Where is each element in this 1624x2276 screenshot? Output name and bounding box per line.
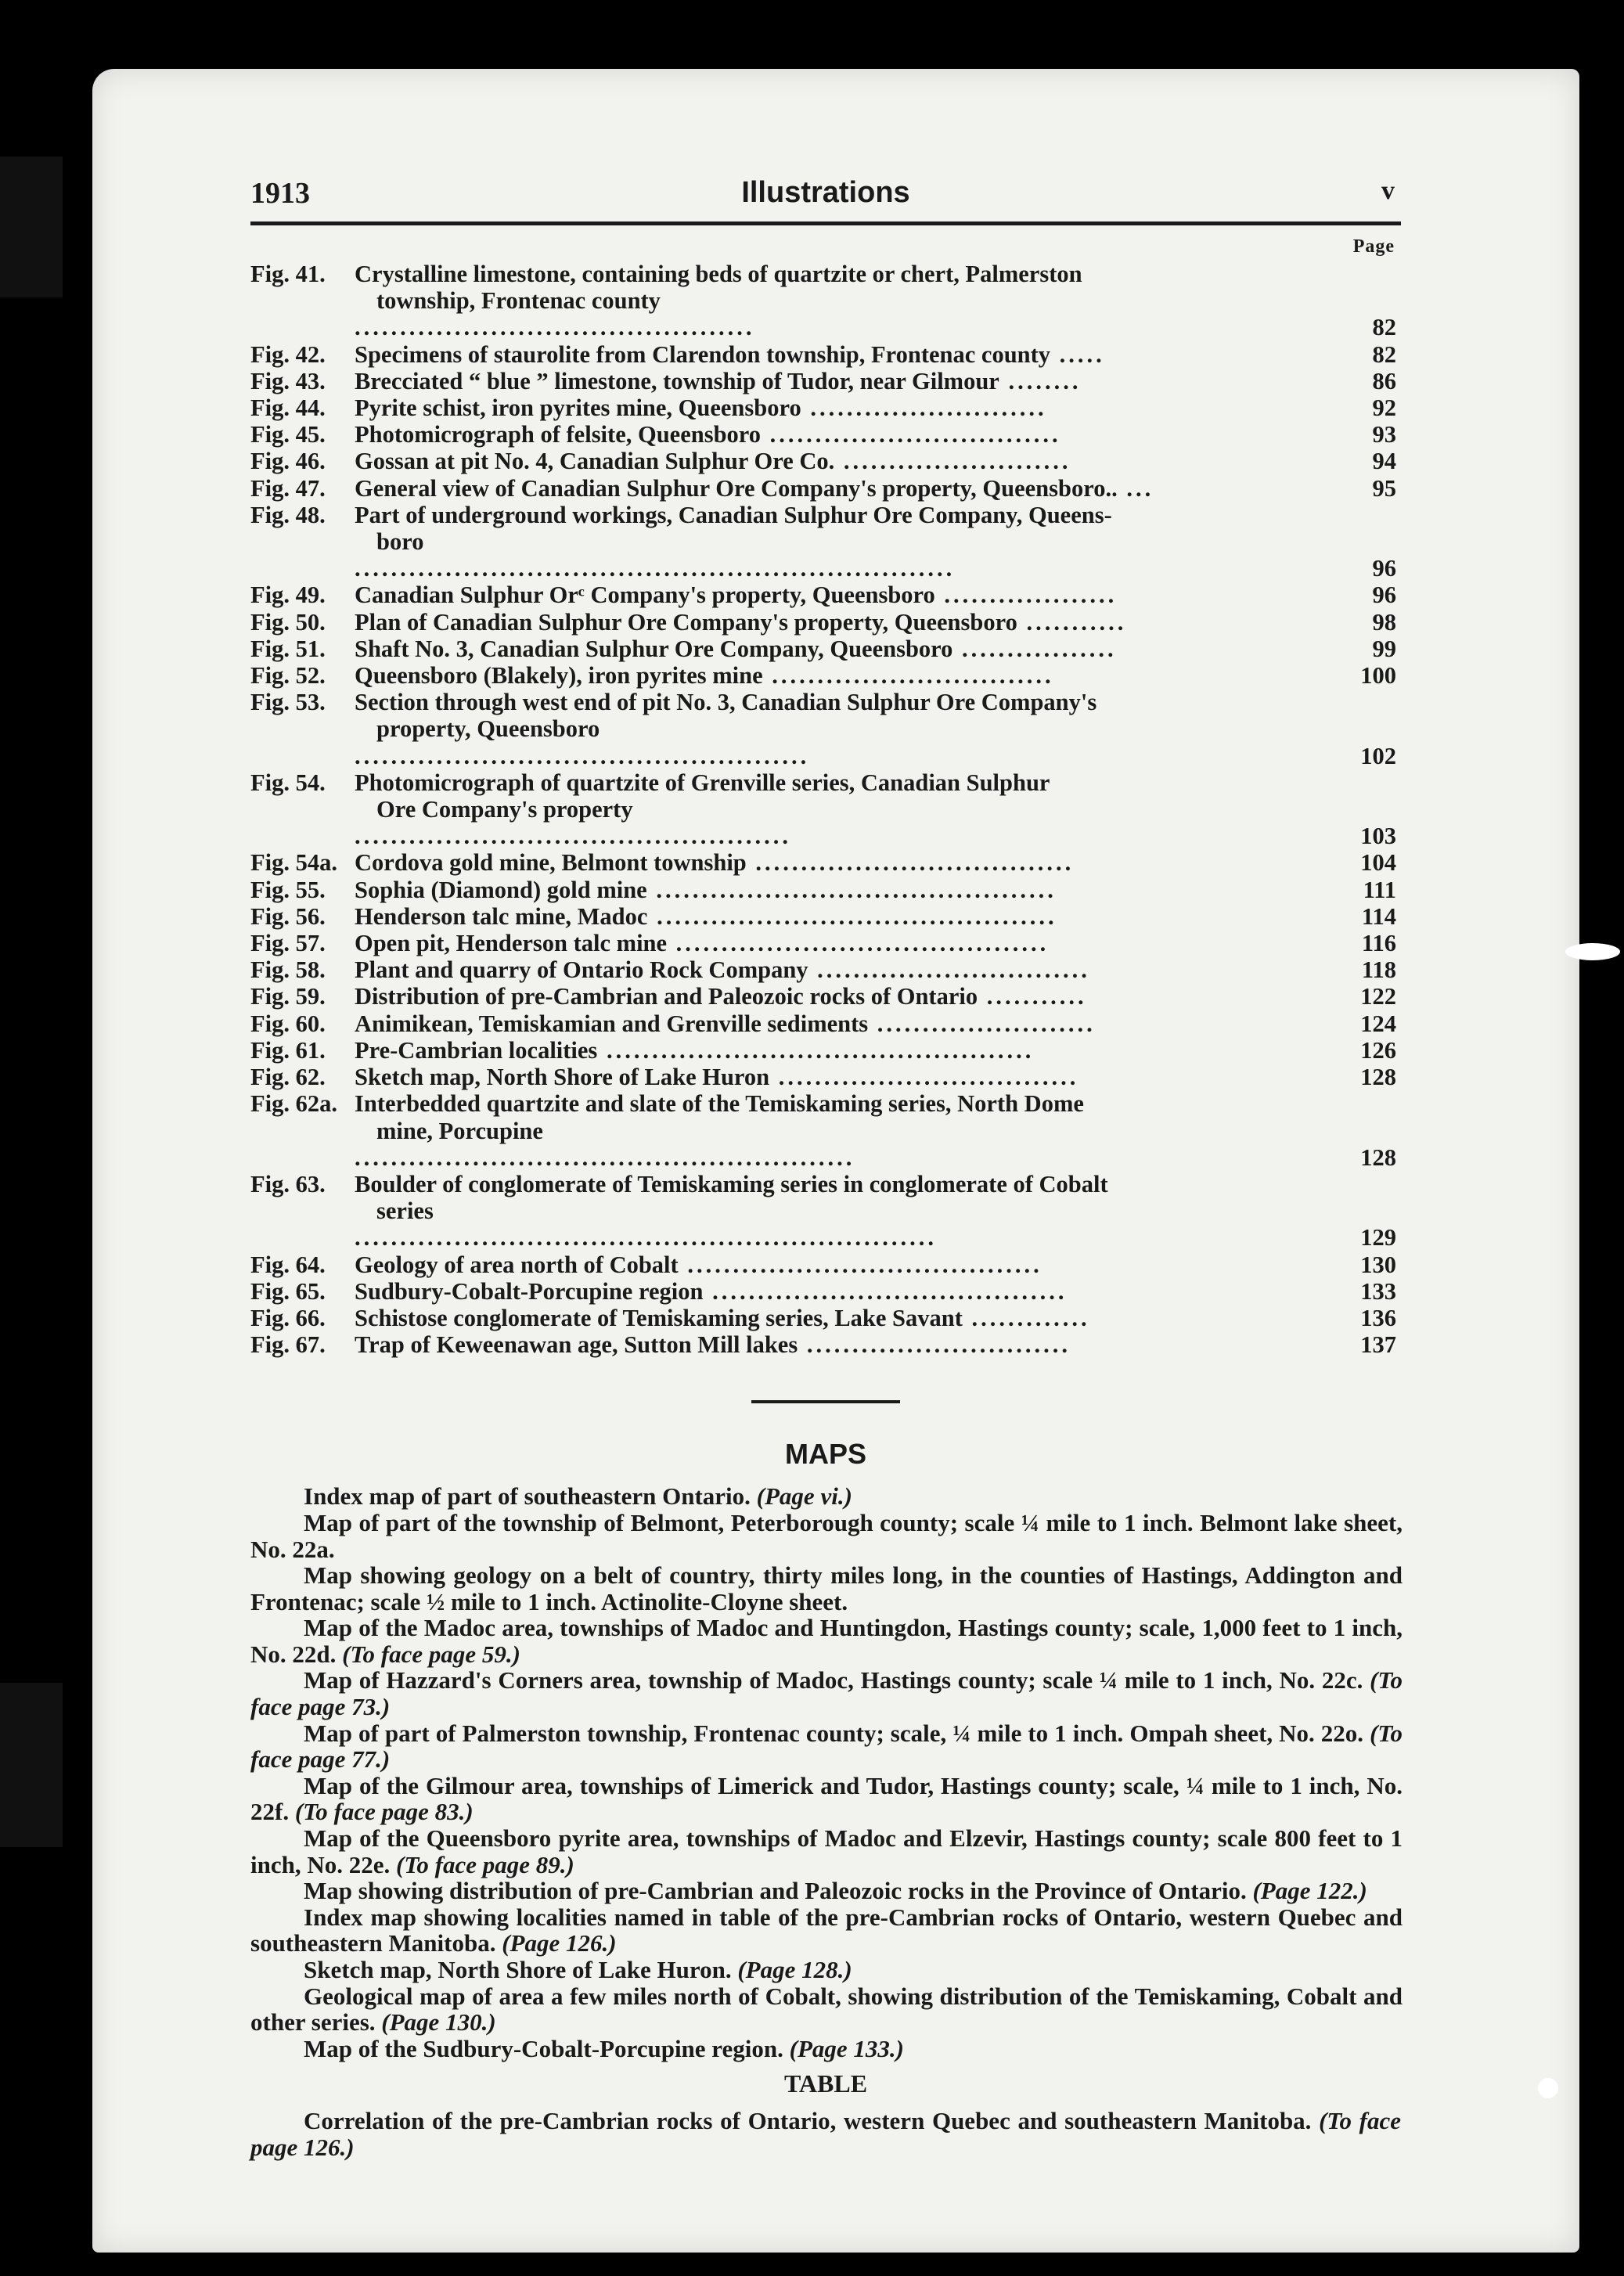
figure-page-number: 104 (1360, 849, 1396, 877)
figure-caption-line: Specimens of staurolite from Clarendon township, Frontenac county (355, 340, 1051, 368)
leader-dots: ............................................... (597, 1036, 1035, 1064)
figure-number: Fig. 46. (250, 448, 326, 475)
figure-caption (355, 877, 1323, 903)
figure-entry (250, 903, 1401, 930)
figure-entry (250, 394, 1401, 421)
figure-page-number: 128 (1360, 1064, 1396, 1091)
leader-dots: ............................. (798, 1331, 1071, 1359)
figure-caption (355, 903, 1323, 930)
figure-entry (250, 421, 1401, 448)
figure-page-number: 82 (1372, 340, 1396, 368)
figure-page-number: 133 (1360, 1277, 1396, 1305)
figure-number: Fig. 60. (250, 1010, 326, 1037)
figure-caption-line: Distribution of pre-Cambrian and Paleozoic rocks of Ontario (355, 983, 978, 1010)
figure-entry (250, 1305, 1401, 1331)
figure-number: Fig. 55. (250, 876, 326, 903)
figure-entry (250, 475, 1401, 502)
figure-number: Fig. 57. (250, 930, 326, 957)
leader-dots: ................... (934, 582, 1118, 609)
figure-number: Fig. 53. (250, 689, 326, 716)
figure-page-number: 92 (1372, 394, 1396, 422)
figure-entry (250, 448, 1401, 474)
figure-page-number: 114 (1361, 902, 1396, 930)
leader-dots: ............. (962, 1304, 1090, 1331)
figure-caption-line: Open pit, Henderson talc mine (355, 930, 668, 957)
map-entry-page-ref: (Page vi.) (756, 1482, 852, 1511)
map-entry (250, 1983, 1403, 2036)
leader-dots: ........... (1017, 608, 1127, 636)
map-entry-text: Geological map of area a few miles north of Cobalt, showing distribution of the Temiskaming, Cobalt and other series. (250, 1982, 1403, 2037)
leader-dots: ........................ (868, 1010, 1096, 1037)
figure-number: Fig. 58. (250, 956, 326, 984)
figure-caption (355, 1171, 1323, 1251)
map-entry (250, 1720, 1403, 1773)
figure-page-number: 93 (1372, 421, 1396, 448)
figure-page-number: 102 (1360, 742, 1396, 769)
figure-entry (250, 1331, 1401, 1358)
map-entry-text: Map showing distribution of pre-Cambrian and Paleozoic rocks in the Province of Ontario. (304, 1877, 1253, 1905)
figure-caption (355, 1305, 1323, 1331)
figure-entry (250, 609, 1401, 636)
leader-dots: ............................... (762, 662, 1054, 690)
figure-caption (355, 341, 1323, 368)
figure-caption (355, 368, 1323, 394)
maps-list (250, 1483, 1403, 2062)
figure-caption-line: Pyrite schist, iron pyrites mine, Queensboro (355, 394, 801, 422)
figure-entry (250, 1037, 1401, 1064)
figure-page-number: 96 (1372, 555, 1396, 582)
figure-caption-line: Gossan at pit No. 4, Canadian Sulphur Ore Co. (355, 448, 835, 475)
figure-caption-line: Photomicrograph of felsite, Queensboro (355, 421, 762, 448)
figure-entry (250, 689, 1401, 769)
map-entry (250, 1878, 1403, 1904)
leader-dots: .......................... (801, 394, 1047, 422)
paper-speck (1538, 2078, 1558, 2098)
figure-caption (355, 930, 1323, 956)
table-heading: TABLE (783, 2069, 868, 2098)
figure-caption-line: Crystalline limestone, containing beds of quartzite or chert, Palmerston (355, 261, 1082, 287)
leader-dots: ................................................ (355, 823, 791, 850)
figure-number: Fig. 62a. (250, 1090, 337, 1118)
section-separator (751, 1400, 900, 1403)
map-entry-page-ref: (To face page 77.) (250, 1719, 1403, 1774)
figure-caption (355, 1064, 1323, 1090)
figure-number: Fig. 49. (250, 582, 326, 609)
figure-caption-line: Geology of area north of Cobalt (355, 1251, 679, 1278)
figure-number: Fig. 67. (250, 1331, 326, 1359)
figure-caption (355, 421, 1323, 448)
figure-entry (250, 956, 1401, 983)
figure-entry (250, 983, 1401, 1010)
figure-entry (250, 1010, 1401, 1037)
figure-caption-line: Henderson talc mine, Madoc (355, 902, 648, 930)
header-year: 1913 (250, 177, 310, 210)
figure-page-number: 126 (1360, 1036, 1396, 1064)
figure-number: Fig. 65. (250, 1277, 326, 1305)
figure-entry (250, 1171, 1401, 1251)
map-entry-text: Map of the Gilmour area, townships of Limerick and Tudor, Hastings county; scale, ¼ mile to 1 inch, No. 22f. (250, 1771, 1403, 1826)
leader-dots: .................................................. (355, 742, 810, 769)
figure-page-number: 136 (1360, 1304, 1396, 1331)
table-entry-text: Correlation of the pre-Cambrian rocks of Ontario, western Quebec and southeastern Manitoba. (304, 2107, 1320, 2135)
figure-number: Fig. 50. (250, 608, 326, 636)
map-entry (250, 1957, 1403, 1983)
leader-dots: .............................. (808, 956, 1090, 984)
figure-caption-line: Brecciated “ blue ” limestone, township of Tudor, near Gilmour (355, 367, 999, 394)
figure-caption-line: property, Queensboro (376, 715, 600, 743)
figure-caption-line: Interbedded quartzite and slate of the Temiskaming series, North Dome (355, 1090, 1084, 1118)
figure-caption-line: Sketch map, North Shore of Lake Huron (355, 1064, 770, 1091)
figure-number: Fig. 62. (250, 1064, 326, 1091)
leader-dots: ....................................... (703, 1277, 1068, 1305)
maps-heading: MAPS (784, 1438, 866, 1471)
figure-caption-line: mine, Porcupine (376, 1117, 543, 1144)
binding-shadow-bottom (0, 1683, 63, 1847)
figure-number: Fig. 56. (250, 902, 326, 930)
figure-caption-line: Section through west end of pit No. 3, Canadian Sulphur Ore Company's (355, 689, 1097, 716)
map-entry-page-ref: (Page 126.) (502, 1929, 617, 1957)
figure-page-number: 96 (1372, 582, 1396, 609)
figure-caption (355, 983, 1323, 1010)
figure-number: Fig. 52. (250, 662, 326, 690)
figure-caption-line: Photomicrograph of quartzite of Grenville series, Canadian Sulphur (355, 769, 1050, 796)
figure-entry (250, 502, 1401, 582)
map-entry-page-ref: (Page 122.) (1252, 1877, 1367, 1905)
figure-caption (355, 662, 1323, 689)
figure-entry (250, 769, 1401, 850)
map-entry (250, 1773, 1403, 1825)
figure-caption-line: township, Frontenac county (376, 287, 661, 315)
map-entry-page-ref: (To face page 89.) (396, 1850, 574, 1878)
leader-dots: ................................................................ (355, 1224, 937, 1251)
figure-caption-line: Part of underground workings, Canadian Sulphur Ore Company, Queens- (355, 501, 1112, 528)
figure-entry (250, 261, 1401, 341)
figure-number: Fig. 51. (250, 635, 326, 662)
figure-caption (355, 769, 1323, 850)
figure-caption-line: Sudbury-Cobalt-Porcupine region (355, 1277, 704, 1305)
figure-caption-line: Plan of Canadian Sulphur Ore Company's property, Queensboro (355, 608, 1017, 636)
map-entry (250, 1562, 1403, 1615)
map-entry-page-ref: (Page 130.) (381, 2008, 496, 2037)
map-entry-text: Map of the Madoc area, townships of Madoc and Huntingdon, Hastings county; scale, 1,000 feet to 1 inch, No. 22d. (250, 1614, 1403, 1668)
map-entry (250, 1825, 1403, 1878)
figure-number: Fig. 54. (250, 769, 326, 796)
figure-caption (355, 582, 1323, 608)
figure-caption-line: Ore Company's property (376, 796, 633, 823)
leader-dots: ............................................ (355, 314, 755, 341)
map-entry-text: Map of part of the township of Belmont, Peterborough county; scale ¼ mile to 1 inch. Belmont lake sheet, No. 22a. (250, 1508, 1403, 1563)
leader-dots: ............................................ (646, 876, 1057, 903)
figure-caption-line: Schistose conglomerate of Temiskaming series, Lake Savant (355, 1304, 963, 1331)
figure-caption-line: Plant and quarry of Ontario Rock Company (355, 956, 808, 984)
header-rule (250, 221, 1401, 225)
running-head (250, 176, 1401, 217)
figure-caption-line: Boulder of conglomerate of Temiskaming series in conglomerate of Cobalt (355, 1170, 1108, 1197)
figure-number: Fig. 63. (250, 1170, 326, 1197)
leader-dots: ......................... (834, 448, 1071, 475)
figure-entry (250, 341, 1401, 368)
figure-page-number: 122 (1360, 983, 1396, 1010)
figure-caption (355, 394, 1323, 421)
map-entry (250, 1483, 1403, 1510)
paper-speck (1565, 943, 1620, 960)
figure-page-number: 129 (1360, 1224, 1396, 1251)
map-entry (250, 1904, 1403, 1957)
map-entry (250, 2036, 1403, 2062)
figure-caption-line: Queensboro (Blakely), iron pyrites mine (355, 662, 763, 690)
figure-caption (355, 609, 1323, 636)
figure-caption-line: Sophia (Diamond) gold mine (355, 876, 647, 903)
figure-caption (355, 1331, 1323, 1358)
figure-caption (355, 1251, 1323, 1278)
header-title: Illustrations (741, 176, 910, 209)
figure-caption (355, 502, 1323, 582)
figure-number: Fig. 43. (250, 367, 326, 394)
figure-caption-line: Cordova gold mine, Belmont township (355, 849, 747, 877)
figure-caption-line: Canadian Sulphur Orᶜ Company's property, Queensboro (355, 582, 935, 609)
figure-page-number: 100 (1360, 662, 1396, 690)
figure-page-number: 116 (1361, 930, 1396, 957)
figure-page-number: 94 (1372, 448, 1396, 475)
figure-caption-line: Shaft No. 3, Canadian Sulphur Ore Company, Queensboro (355, 635, 953, 662)
figure-entry (250, 1278, 1401, 1305)
figure-entry (250, 1090, 1401, 1171)
figure-page-number: 98 (1372, 608, 1396, 636)
figure-caption (355, 261, 1323, 341)
leader-dots: ... (1117, 474, 1154, 502)
figure-caption (355, 636, 1323, 662)
leader-dots: ................. (952, 635, 1117, 662)
figure-page-number: 137 (1360, 1331, 1396, 1359)
map-entry-page-ref: (Page 128.) (737, 1956, 852, 1984)
map-entry (250, 1615, 1403, 1667)
figure-entry (250, 1251, 1401, 1278)
figure-caption (355, 475, 1323, 502)
figure-number: Fig. 42. (250, 340, 326, 368)
leader-dots: ......................................... (667, 930, 1050, 957)
map-entry-page-ref: (To face page 73.) (250, 1666, 1403, 1721)
table-entry-ref: (To face page 126.) (250, 2107, 1401, 2161)
figure-entry (250, 582, 1401, 608)
figure-caption (355, 849, 1323, 876)
leader-dots: ................................ (761, 421, 1061, 448)
figure-caption-line: boro (376, 528, 424, 556)
figure-entry (250, 662, 1401, 689)
header-page-numeral: v (1381, 176, 1395, 205)
binding-shadow-top (0, 157, 63, 297)
map-entry-page-ref: (To face page 59.) (342, 1640, 520, 1668)
figure-page-number: 130 (1360, 1251, 1396, 1278)
leader-dots: ........ (999, 367, 1082, 394)
table-entry (250, 2108, 1401, 2160)
page-column-label: Page (1352, 236, 1395, 257)
leader-dots: .................................................................. (355, 555, 956, 582)
map-entry-page-ref: (Page 133.) (789, 2034, 904, 2062)
figure-page-number: 128 (1360, 1143, 1396, 1171)
map-entry-page-ref: (To face page 83.) (294, 1798, 474, 1826)
map-entry (250, 1667, 1403, 1720)
figure-caption-line: General view of Canadian Sulphur Ore Company's property, Queensboro.. (355, 474, 1118, 502)
figure-entry (250, 368, 1401, 394)
figure-page-number: 82 (1372, 314, 1396, 341)
figure-number: Fig. 41. (250, 261, 326, 287)
map-entry-text: Map of Hazzard's Corners area, township of Madoc, Hastings county; scale ¼ mile to 1 inch, No. 22c. (304, 1666, 1370, 1694)
leader-dots: ................................. (769, 1064, 1079, 1091)
figure-page-number: 99 (1372, 635, 1396, 662)
figure-number: Fig. 54a. (250, 849, 337, 877)
leader-dots: ........... (978, 983, 1087, 1010)
leader-dots: ............................................ (647, 902, 1057, 930)
figure-caption (355, 689, 1323, 769)
figure-page-number: 111 (1363, 876, 1396, 903)
map-entry-text: Map showing geology on a belt of country, thirty miles long, in the counties of Hastings, Addington and Frontenac; scale ½ mile to 1 inch. Actinolite-Cloyne sheet. (250, 1561, 1403, 1615)
figure-list (250, 261, 1401, 1358)
figure-caption-line: Trap of Keweenawan age, Sutton Mill lakes (355, 1331, 798, 1359)
figure-caption (355, 1010, 1323, 1037)
figure-number: Fig. 64. (250, 1251, 326, 1278)
figure-page-number: 95 (1372, 474, 1396, 502)
leader-dots: ..... (1050, 340, 1105, 368)
figure-caption-line: Animikean, Temiskamian and Grenville sediments (355, 1010, 869, 1037)
map-entry-text: Map of the Sudbury-Cobalt-Porcupine region. (304, 2034, 790, 2062)
figure-number: Fig. 47. (250, 474, 326, 502)
map-entry-text: Map of part of Palmerston township, Frontenac county; scale, ¼ mile to 1 inch. Ompah sheet, No. 22o. (304, 1719, 1370, 1747)
figure-number: Fig. 48. (250, 501, 326, 528)
figure-number: Fig. 44. (250, 394, 326, 422)
figure-caption (355, 1037, 1323, 1064)
map-entry-text: Index map showing localities named in table of the pre-Cambrian rocks of Ontario, western Quebec and southeastern Manitoba. (250, 1903, 1403, 1957)
figure-entry (250, 1064, 1401, 1090)
figure-caption (355, 448, 1323, 474)
figure-entry (250, 849, 1401, 876)
leader-dots: ................................... (746, 849, 1075, 877)
figure-caption (355, 1090, 1323, 1171)
leader-dots: ....................................................... (355, 1143, 855, 1171)
figure-page-number: 86 (1372, 367, 1396, 394)
figure-caption-line: series (376, 1197, 434, 1225)
leader-dots: ....................................... (678, 1251, 1042, 1278)
map-entry-text: Map of the Queensboro pyrite area, townships of Madoc and Elzevir, Hastings county; scale 800 feet to 1 inch, No. 22e. (250, 1824, 1403, 1878)
figure-number: Fig. 61. (250, 1036, 326, 1064)
figure-entry (250, 877, 1401, 903)
figure-page-number: 118 (1361, 956, 1396, 984)
figure-number: Fig. 59. (250, 983, 326, 1010)
map-entry-text: Sketch map, North Shore of Lake Huron. (304, 1956, 738, 1984)
map-entry (250, 1510, 1403, 1562)
figure-number: Fig. 66. (250, 1304, 326, 1331)
figure-entry (250, 930, 1401, 956)
map-entry-text: Index map of part of southeastern Ontario. (304, 1482, 757, 1511)
figure-entry (250, 636, 1401, 662)
figure-page-number: 124 (1360, 1010, 1396, 1037)
figure-caption-line: Pre-Cambrian localities (355, 1036, 598, 1064)
figure-number: Fig. 45. (250, 421, 326, 448)
figure-page-number: 103 (1360, 823, 1396, 850)
page-content (250, 176, 1401, 2161)
figure-caption (355, 1278, 1323, 1305)
figure-caption (355, 956, 1323, 983)
